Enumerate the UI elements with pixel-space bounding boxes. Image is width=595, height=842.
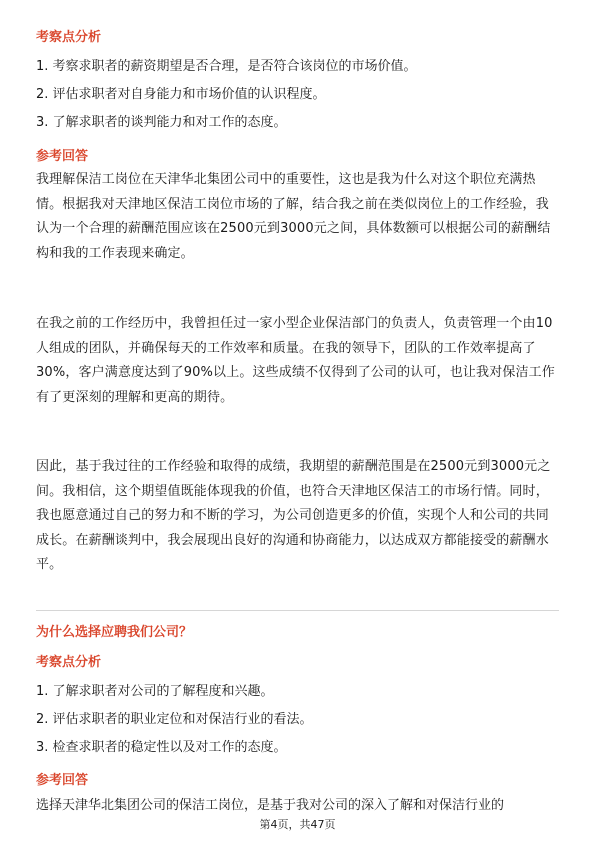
analysis-point: 2. 评估求职者的职业定位和对保洁行业的看法。 — [36, 712, 313, 727]
analysis-point: 2. 评估求职者对自身能力和市场价值的认识程度。 — [36, 87, 326, 102]
analysis-point: 1. 考察求职者的薪资期望是否合理，是否符合该岗位的市场价值。 — [36, 59, 417, 74]
answer-paragraph: 在我之前的工作经历中，我曾担任过一家小型企业保洁部门的负责人，负责管理一个由10人组成的团队，并确保每天的工作效率和质量。在我的领导下，团队的工作效率提高了30%，客户满意度达到了90%以上。这些成绩不仅得到了公司的认可，也让我对保洁工作有了更深刻的理解和更高的期待。 — [36, 316, 555, 405]
answer-heading: 参考回答 — [36, 773, 89, 788]
section-divider — [36, 610, 559, 611]
analysis-point: 3. 了解求职者的谈判能力和对工作的态度。 — [36, 115, 287, 130]
question-title: 为什么选择应聘我们公司？ — [36, 625, 193, 640]
answer-paragraph: 我理解保洁工岗位在天津华北集团公司中的重要性，这也是我为什么对这个职位充满热情。根据我对天津地区保洁工岗位市场的了解，结合我之前在类似岗位上的工作经验，我认为一个合理的薪酬范围应该在2500元到3000元之间，具体数额可以根据公司的薪酬结构和我的工作表现来确定。 — [36, 172, 551, 261]
answer-heading: 参考回答 — [36, 149, 89, 164]
analysis-point: 1. 了解求职者对公司的了解程度和兴趣。 — [36, 684, 274, 699]
answer-paragraph: 因此，基于我过往的工作经验和取得的成绩，我期望的薪酬范围是在2500元到3000元之间。我相信，这个期望值既能体现我的价值，也符合天津地区保洁工的市场行情。同时，我也愿意通过自己的努力和不断的学习，为公司创造更多的价值，实现个人和公司的共同成长。在薪酬谈判中，我会展现出良好的沟通和协商能力，以达成双方都能接受的薪酬水平。 — [36, 459, 551, 572]
analysis-point: 3. 检查求职者的稳定性以及对工作的态度。 — [36, 740, 287, 755]
analysis-heading: 考察点分析 — [36, 655, 102, 670]
analysis-heading: 考察点分析 — [36, 30, 102, 45]
answer-paragraph-start: 选择天津华北集团公司的保洁工岗位，是基于我对公司的深入了解和对保洁行业的 — [36, 798, 505, 813]
page-number-footer: 第4页，共47页 — [259, 818, 336, 831]
